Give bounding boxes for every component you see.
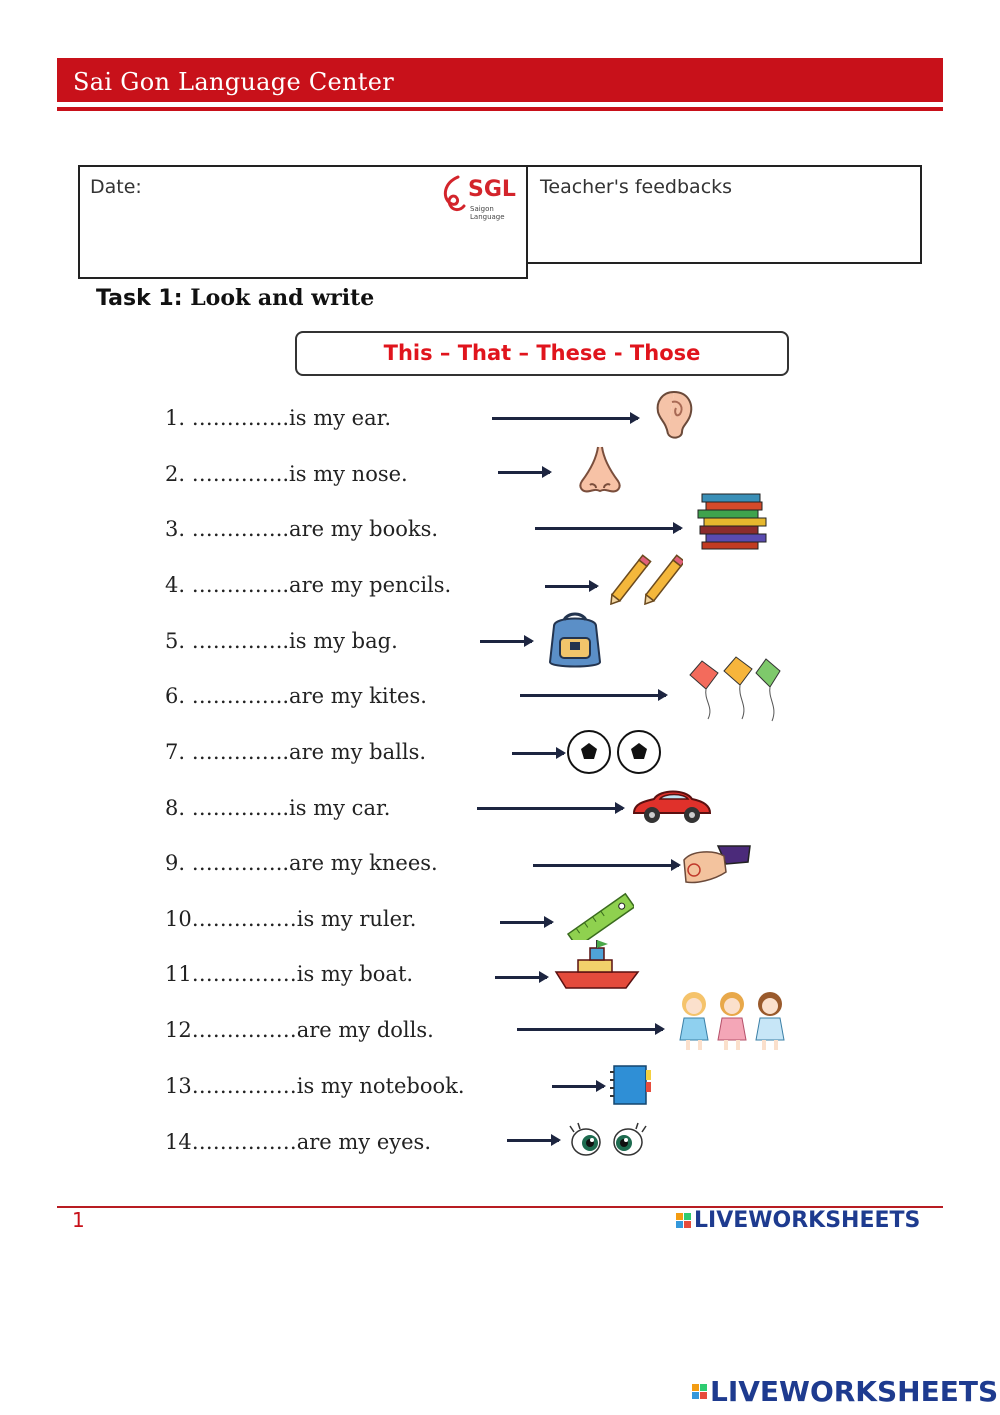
liveworksheets-logo-icon	[676, 1213, 691, 1228]
ear-icon	[652, 388, 696, 440]
dolls-icon	[674, 988, 790, 1054]
item-sentence: 8. …………..is my car.	[165, 796, 391, 820]
item-sentence: 9. …………..are my knees.	[165, 851, 438, 875]
arrow-icon	[512, 752, 564, 755]
item-sentence: 6. …………..are my kites.	[165, 684, 427, 708]
item-sentence: 14……………are my eyes.	[165, 1130, 432, 1154]
pencils-icon	[603, 553, 683, 605]
arrow-icon	[480, 640, 532, 643]
item-sentence: 4. …………..are my pencils.	[165, 573, 452, 597]
eyes-icon	[566, 1122, 650, 1158]
ruler-icon	[562, 888, 634, 940]
arrow-icon	[535, 527, 681, 530]
item-sentence: 13……………is my notebook.	[165, 1074, 465, 1098]
item-sentence: 7. …………..are my balls.	[165, 740, 427, 764]
notebook-icon	[608, 1064, 654, 1106]
task-instruction: Look and write	[190, 285, 375, 311]
item-sentence: 5. …………..is my bag.	[165, 629, 398, 653]
nose-icon	[574, 445, 626, 495]
item-sentence: 12……………are my dolls.	[165, 1018, 434, 1042]
header-divider	[57, 107, 943, 111]
arrow-icon	[517, 1028, 663, 1031]
arrow-icon	[533, 864, 679, 867]
item-sentence: 10……………is my ruler.	[165, 907, 417, 931]
sgl-logo	[438, 171, 528, 221]
arrow-icon	[498, 471, 550, 474]
header-bar	[57, 58, 943, 102]
liveworksheets-logo-icon	[692, 1384, 707, 1399]
kites-icon	[684, 655, 784, 725]
item-sentence: 1. …………..is my ear.	[165, 406, 392, 430]
feedback-label: Teacher's feedbacks	[540, 176, 733, 198]
books-icon	[696, 492, 770, 550]
task-number: Task 1:	[96, 286, 183, 311]
knees-icon	[678, 840, 752, 892]
word-bank: This – That – These - Those	[295, 331, 789, 376]
feedback-box	[528, 165, 922, 264]
backpack-icon	[540, 612, 610, 670]
center-title: Sai Gon Language Center	[73, 68, 395, 96]
date-box	[78, 165, 528, 279]
logo-subtext: Saigon Language	[470, 205, 505, 221]
item-sentence: 2. …………..is my nose.	[165, 462, 408, 486]
task-title	[96, 285, 374, 311]
arrow-icon	[520, 694, 666, 697]
page-number: 1	[72, 1208, 85, 1232]
item-sentence: 11……………is my boat.	[165, 962, 414, 986]
liveworksheets-logo	[676, 1208, 920, 1233]
soccer-balls-icon	[566, 729, 666, 775]
arrow-icon	[495, 976, 547, 979]
brand-text: LIVEWORKSHEETS	[710, 1375, 999, 1408]
boat-icon	[552, 940, 642, 992]
car-icon	[630, 785, 712, 827]
date-label: Date:	[90, 176, 142, 198]
arrow-icon	[500, 921, 552, 924]
arrow-icon	[507, 1139, 559, 1142]
arrow-icon	[545, 585, 597, 588]
arrow-icon	[492, 417, 638, 420]
logo-text: SGL	[468, 177, 516, 202]
arrow-icon	[477, 807, 623, 810]
liveworksheets-logo-bottom[interactable]	[692, 1375, 998, 1408]
brand-text: LIVEWORKSHEETS	[694, 1208, 921, 1233]
arrow-icon	[552, 1085, 604, 1088]
item-sentence: 3. …………..are my books.	[165, 517, 439, 541]
